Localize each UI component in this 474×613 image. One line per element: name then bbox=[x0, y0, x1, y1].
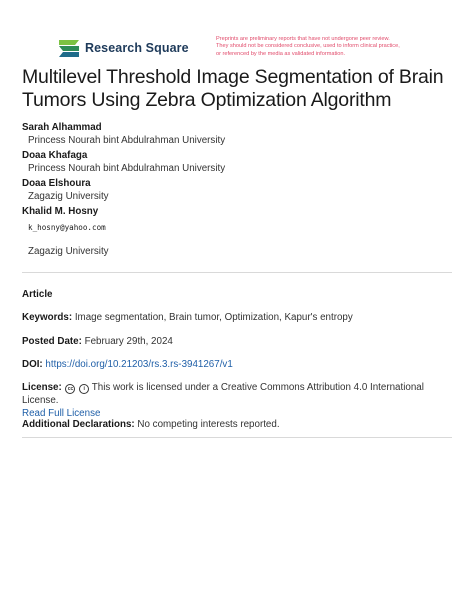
doi-label: DOI: bbox=[22, 359, 43, 370]
author-email[interactable]: k_hosny@yahoo.com bbox=[28, 223, 106, 232]
section-divider bbox=[22, 272, 452, 273]
author-affiliation: Princess Nourah bint Abdulrahman University bbox=[28, 163, 226, 174]
preprint-disclaimer bbox=[216, 36, 446, 58]
author-affiliation: Princess Nourah bint Abdulrahman University bbox=[28, 135, 226, 146]
author-entry bbox=[22, 149, 452, 175]
author-entry bbox=[22, 205, 452, 258]
doi-link[interactable]: https://doi.org/10.21203/rs.3.rs-3941267/v1 bbox=[45, 359, 233, 370]
posted-date-value: February 29th, 2024 bbox=[84, 336, 173, 347]
research-square-logo[interactable] bbox=[57, 38, 189, 58]
research-square-logo-icon bbox=[57, 38, 81, 58]
author-entry bbox=[22, 121, 452, 147]
keywords-label: Keywords: bbox=[22, 312, 73, 323]
license-text: This work is licensed under a Creative Commons Attribution 4.0 International License. bbox=[22, 382, 424, 406]
keywords-row bbox=[22, 311, 452, 324]
posted-date-label: Posted Date: bbox=[22, 336, 82, 347]
page-header bbox=[0, 0, 474, 64]
read-full-license-link[interactable]: Read Full License bbox=[22, 408, 101, 419]
article-type-label: Article bbox=[22, 289, 53, 300]
author-entry bbox=[22, 177, 452, 203]
author-name: Khalid M. Hosny bbox=[22, 206, 99, 217]
author-name: Sarah Alhammad bbox=[22, 122, 102, 133]
declarations-label: Additional Declarations: bbox=[22, 419, 135, 430]
disclaimer-line: They should not be considered conclusive, used to inform clinical practice, bbox=[216, 43, 400, 50]
author-name: Doaa Khafaga bbox=[22, 150, 88, 161]
author-list bbox=[22, 121, 452, 260]
paper-title: Multilevel Threshold Image Segmentation of Brain Tumors Using Zebra Optimization Algorithm bbox=[22, 66, 444, 111]
doi-row bbox=[22, 358, 452, 371]
keywords-value: Image segmentation, Brain tumor, Optimization, Kapur's entropy bbox=[74, 312, 353, 323]
brand-name: Research Square bbox=[85, 41, 189, 55]
declarations-value: No competing interests reported. bbox=[137, 419, 280, 430]
disclaimer-line: Preprints are preliminary reports that have not undergone peer review. bbox=[216, 36, 390, 42]
declarations-row bbox=[22, 418, 452, 431]
author-name: Doaa Elshoura bbox=[22, 178, 91, 189]
article-type bbox=[22, 288, 452, 301]
disclaimer-line: or referenced by the media as validated information. bbox=[216, 50, 346, 57]
license-label: License: bbox=[22, 382, 62, 393]
section-divider bbox=[22, 437, 452, 438]
author-affiliation: Zagazig University bbox=[28, 246, 109, 257]
by-icon: i bbox=[79, 384, 89, 394]
license-row bbox=[22, 381, 452, 420]
cc-icon: cc bbox=[65, 384, 75, 394]
author-affiliation: Zagazig University bbox=[28, 191, 109, 202]
posted-date-row bbox=[22, 335, 452, 348]
